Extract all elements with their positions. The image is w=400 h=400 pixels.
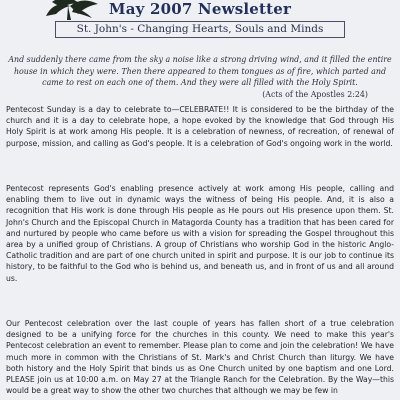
scripture-reference: (Acts of the Apostles 2:24) — [262, 89, 368, 99]
scripture-text: And suddenly there came from the sky a noise like a strong driving wind, and it filled the entire house in which they were. Then there appeared to them tongues as of fire, which parted and came to rest on each one of them. And they were all filled with the Holy Spirit. — [8, 55, 392, 87]
paragraph-enabling-presence: Pentecost represents God's enabling presence actively at work among His people, calling and enabling them to live out in dynamic ways the witness of being His people. And, it is also a recognition that His work is done through His people as He pours out His presence upon them. St. John's Church and the Episcopal Church in Matagorda County has a tradition that has been cared for and nurtured by people who came before us with a vision for spreading the Gospel throughout this area by a unified group of Christians. A group of Christians who worship God in the historic Anglo-Catholic tradition and are part of one church united in spirit and purpose. It is our job to continue its history, to be faithful to the God who is behind us, and beneath us, and in front of us and all around us. — [6, 184, 394, 283]
paragraph-celebration-invite: Our Pentecost celebration over the last couple of years has fallen short of a true celebration designed to be a unifying force for the churches in this county. We need to make this year's Pentecost celebration an event to remember. Please plan to come and join the celebration! We have much more in common with the Christians of St. Mark's and Christ Church than liturgy. We have both history and the Holy Spirit that binds us as One Church united by one baptism and one Lord. PLEASE join us at 10:00 a.m. on May 27 at the Triangle Ranch for the Celebration. By the Way—this would be a great way to show the other two churches that although we may be few in — [6, 319, 394, 396]
paragraph-pentecost-intro: Pentecost Sunday is a day to celebrate to—CELEBRATE!! It is considered to be the birthday of the church and it is a day to celebrate hope, a hope evoked by the knowledge that God through His Holy Spirit is at work among His people. It is a celebration of newness, of recreation, of renewal of purpose, mission, and calling as God's people. It is a celebration of God's ongoing work in the world. — [6, 105, 394, 148]
newsletter-title: May 2007 Newsletter — [108, 0, 292, 18]
tagline-banner: St. John's - Changing Hearts, Souls and Minds — [55, 21, 345, 38]
scripture-quote — [6, 54, 394, 100]
